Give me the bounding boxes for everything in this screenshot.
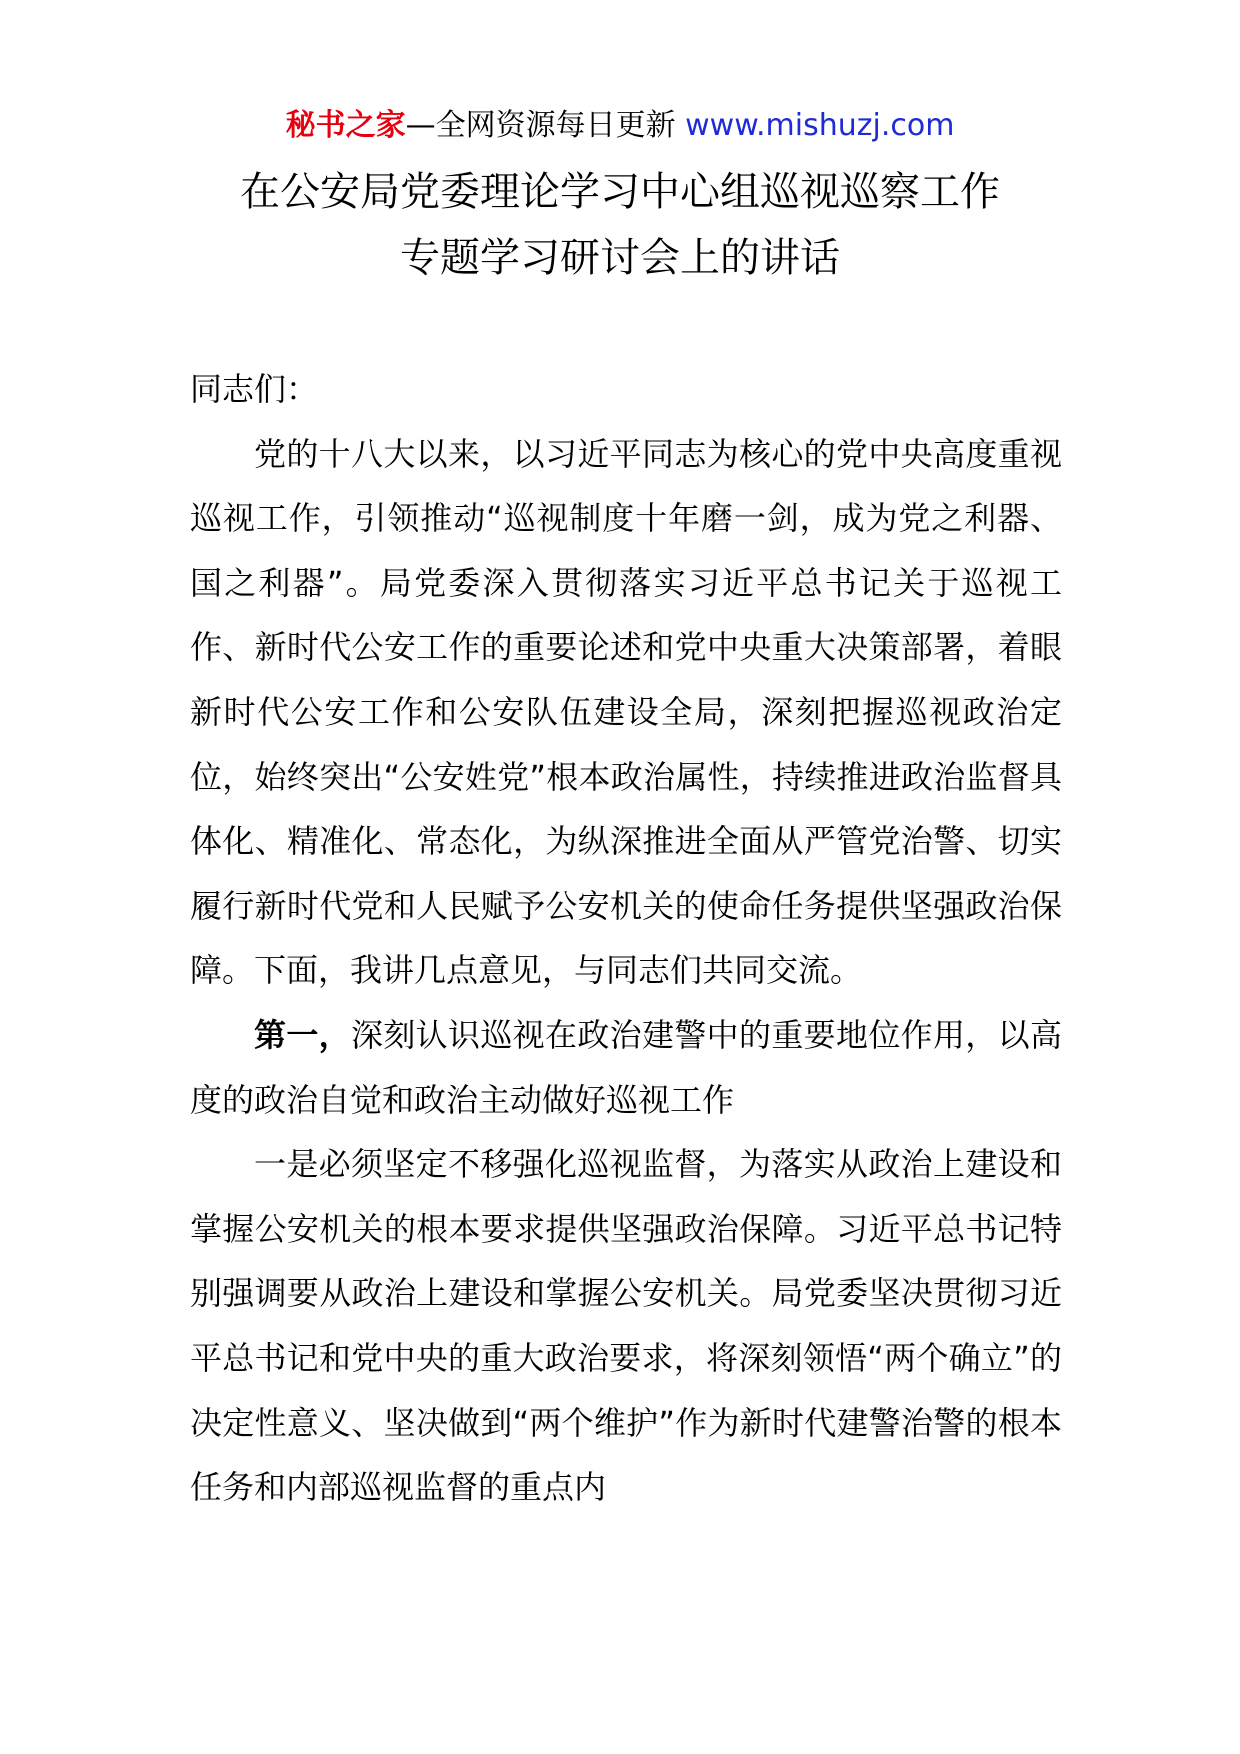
paragraph-intro: 党的十八大以来，以习近平同志为核心的党中央高度重视巡视工作，引领推动“巡视制度十年磨一剑，成为党之利器、国之利器”。局党委深入贯彻落实习近平总书记关于巡视工作、新时代公安工作的重要论述和党中央重大决策部署，着眼新时代公安工作和公安队伍建设全局，深刻把握巡视政治定位，始终突出“公安姓党”根本政治属性，持续推进政治监督具体化、精准化、常态化，为纵深推进全面从严管党治警、切实履行新时代党和人民赋予公安机关的使命任务提供坚强政治保障。下面，我讲几点意见，与同志们共同交流。 <box>190 434 1062 990</box>
site-url-link[interactable]: www.mishuzj.com <box>685 108 955 143</box>
paragraph-section-one <box>190 1003 1062 1132</box>
brand-name: 秘书之家 <box>285 108 406 143</box>
section-one-heading: 深刻认识巡视在政治建警中的重要地位作用，以高度的政治自觉和政治主动做好巡视工作 <box>190 1015 1062 1119</box>
section-one-lead: 第一， <box>254 1015 351 1054</box>
document-body <box>190 357 1062 1520</box>
document-title-line-2: 专题学习研讨会上的讲话 <box>400 235 840 281</box>
paragraph-point-one: 一是必须坚定不移强化巡视监督，为落实从政治上建设和掌握公安机关的根本要求提供坚强政治保障。习近平总书记特别强调要从政治上建设和掌握公安机关。局党委坚决贯彻习近平总书记和党中央的重大政治要求，将深刻领悟“两个确立”的决定性意义、坚决做到“两个维护”作为新时代建警治警的根本任务和内部巡视监督的重点内 <box>190 1145 1062 1507</box>
document-title-line-1: 在公安局党委理论学习中心组巡视巡察工作 <box>240 169 1000 215</box>
header-tagline: —全网资源每日更新 <box>405 108 686 143</box>
site-header <box>0 98 1240 154</box>
salutation: 同志们： <box>190 370 319 408</box>
